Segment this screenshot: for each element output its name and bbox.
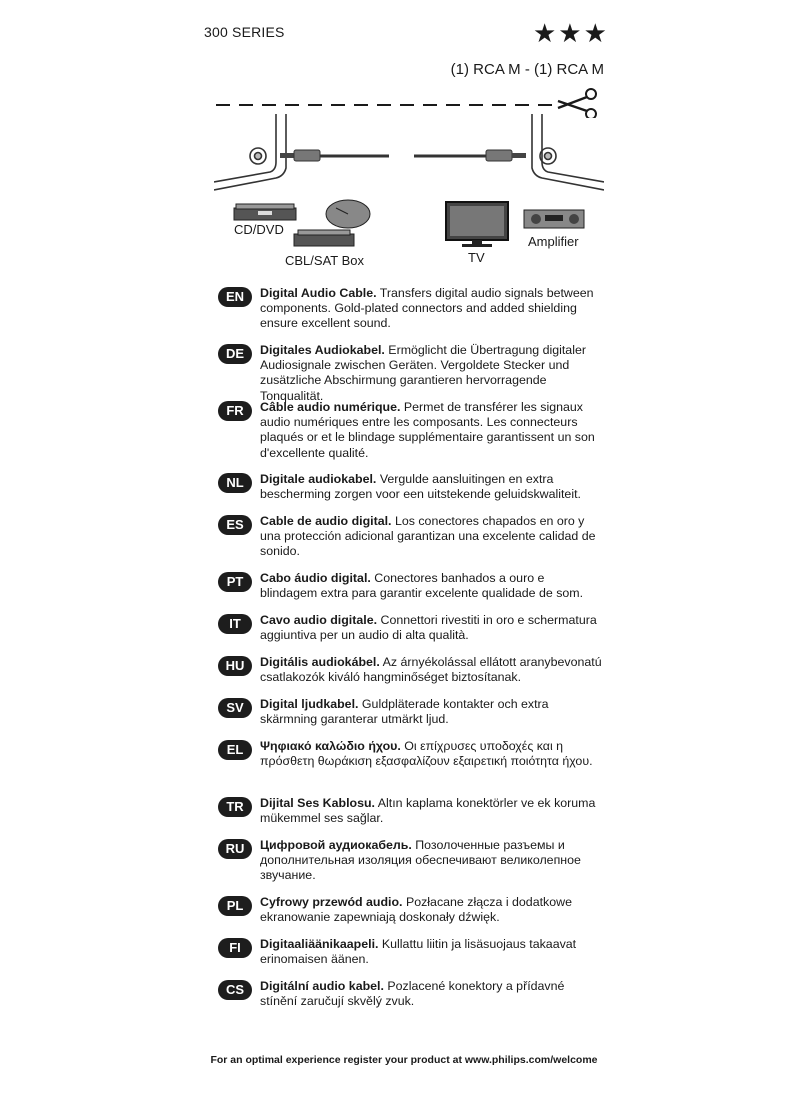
lang-row-es [218,514,604,560]
lang-text: Позолоченные разъемы и дополнительная изоляция обеспечивают великолепное звучание. [260,838,581,883]
connector-type: (1) RCA M - (1) RCA M [450,61,604,78]
lang-description [260,838,604,884]
lang-text: Transfers digital audio signals between components. Gold-plated connectors and added shielding ensure excellent sound. [260,286,594,331]
tv-icon [446,202,508,247]
lang-badge: CS [218,980,252,1000]
lang-badge: HU [218,656,252,676]
lang-badge: FR [218,401,252,421]
rca-cable-icon [280,150,526,161]
lang-row-de [218,343,604,404]
lang-row-sv [218,697,604,727]
lang-text: Οι επίχρυσες υποδοχές και η πρόσθετη θωράκιση εξασφαλίζουν εξαιρετική ποιότητα ήχου. [260,739,593,769]
lang-text: Az árnyékolással ellátott aranybevonatú csatlakozók kiváló hangminőséget biztosítanak. [260,655,602,685]
lang-text: Ermöglicht die Übertragung digitaler Audiosignale zwischen Geräten. Vergoldete Stecker und zusätzliche Abschirmung garantieren hervorragende Tonqualität. [260,343,586,403]
series-label: 300 SERIES [204,24,285,40]
lang-badge: EL [218,740,252,760]
lang-description [260,571,604,601]
lang-title: Digitales Audiokabel. [260,343,385,357]
lang-text: Conectores banhados a ouro e blindagem extra para garantir excelente qualidade de som. [260,571,584,601]
lang-description [260,895,604,925]
cbl-sat-box-icon [294,200,370,246]
lang-badge: NL [218,473,252,493]
device-label-tv: TV [468,250,485,265]
lang-title: Câble audio numérique. [260,400,401,414]
lang-title: Cable de audio digital. [260,514,392,528]
lang-row-fr [218,400,604,461]
device-label-cd-dvd: CD/DVD [234,222,284,237]
lang-badge: FI [218,938,252,958]
lang-row-pt [218,571,604,601]
lang-text: Guldpläterade kontakter och extra skärmning garanterar utmärkt ljud. [260,697,549,727]
lang-row-nl [218,472,604,502]
lang-description [260,514,604,560]
device-label-cbl-sat: CBL/SAT Box [285,253,364,268]
lang-title: Dijital Ses Kablosu. [260,796,375,810]
lang-description [260,697,604,727]
lang-description [260,613,604,643]
lang-row-ru [218,838,604,884]
lang-badge: PL [218,896,252,916]
lang-row-it [218,613,604,643]
lang-text: Pozłacane złącza i dodatkowe ekranowanie zapewniają doskonały dźwięk. [260,895,572,925]
lang-title: Digital ljudkabel. [260,697,359,711]
lang-description [260,739,604,769]
lang-text: Vergulde aansluitingen en extra bescherming zorgen voor een uitstekende geluidskwaliteit. [260,472,581,502]
lang-title: Ψηφιακό καλώδιο ήχου. [260,739,401,753]
lang-badge: EN [218,287,252,307]
lang-description [260,472,604,502]
lang-badge: DE [218,344,252,364]
lang-badge: TR [218,797,252,817]
lang-badge: PT [218,572,252,592]
rating-stars: ★★★ [533,18,609,48]
lang-description [260,343,604,404]
lang-row-en [218,286,604,332]
lang-row-pl [218,895,604,925]
lang-row-tr [218,796,604,826]
lang-description [260,979,604,1009]
lang-title: Cyfrowy przewód audio. [260,895,403,909]
lang-text: Kullattu liitin ja lisäsuojaus takaavat erinomaisen äänen. [260,937,577,967]
lang-badge: ES [218,515,252,535]
lang-title: Digitális audiokábel. [260,655,380,669]
cd-dvd-player-icon [234,204,296,220]
amplifier-icon [524,210,584,228]
lang-row-cs [218,979,604,1009]
lang-title: Digital Audio Cable. [260,286,377,300]
lang-title: Цифровой аудиокабель. [260,838,412,852]
lang-description [260,937,604,967]
lang-title: Digitale audiokabel. [260,472,377,486]
lang-text: Connettori rivestiti in oro e schermatura aggiuntiva per un audio di alta qualità. [260,613,597,643]
lang-text: Pozlacené konektory a přídavné stínění zaručují skvělý zvuk. [260,979,565,1009]
lang-row-hu [218,655,604,685]
lang-row-fi [218,937,604,967]
lang-text: Altın kaplama konektörler ve ek koruma mükemmel ses sağlar. [260,796,596,826]
lang-title: Cavo audio digitale. [260,613,378,627]
lang-text: Los conectores chapados en oro y una protección adicional garantizan una excelente calidad de sonido. [260,514,596,559]
lang-badge: RU [218,839,252,859]
lang-title: Digitální audio kabel. [260,979,384,993]
lang-row-el [218,739,604,769]
lang-description [260,796,604,826]
lang-badge: IT [218,614,252,634]
lang-title: Cabo áudio digital. [260,571,371,585]
device-label-amplifier: Amplifier [528,234,579,249]
lang-text: Permet de transférer les signaux audio numériques entre les composants. Les connecteurs plaqués or et le blindage supplémentaire garantissent un son d'excellente qualité. [260,400,595,460]
lang-description [260,286,604,332]
left-panel-illustration [214,114,286,190]
lang-description [260,400,604,461]
lang-description [260,655,604,685]
footer-registration: For an optimal experience register your product at www.philips.com/welcome [210,1054,598,1066]
lang-title: Digitaaliäänikaapeli. [260,937,379,951]
right-panel-illustration [532,114,604,190]
lang-badge: SV [218,698,252,718]
